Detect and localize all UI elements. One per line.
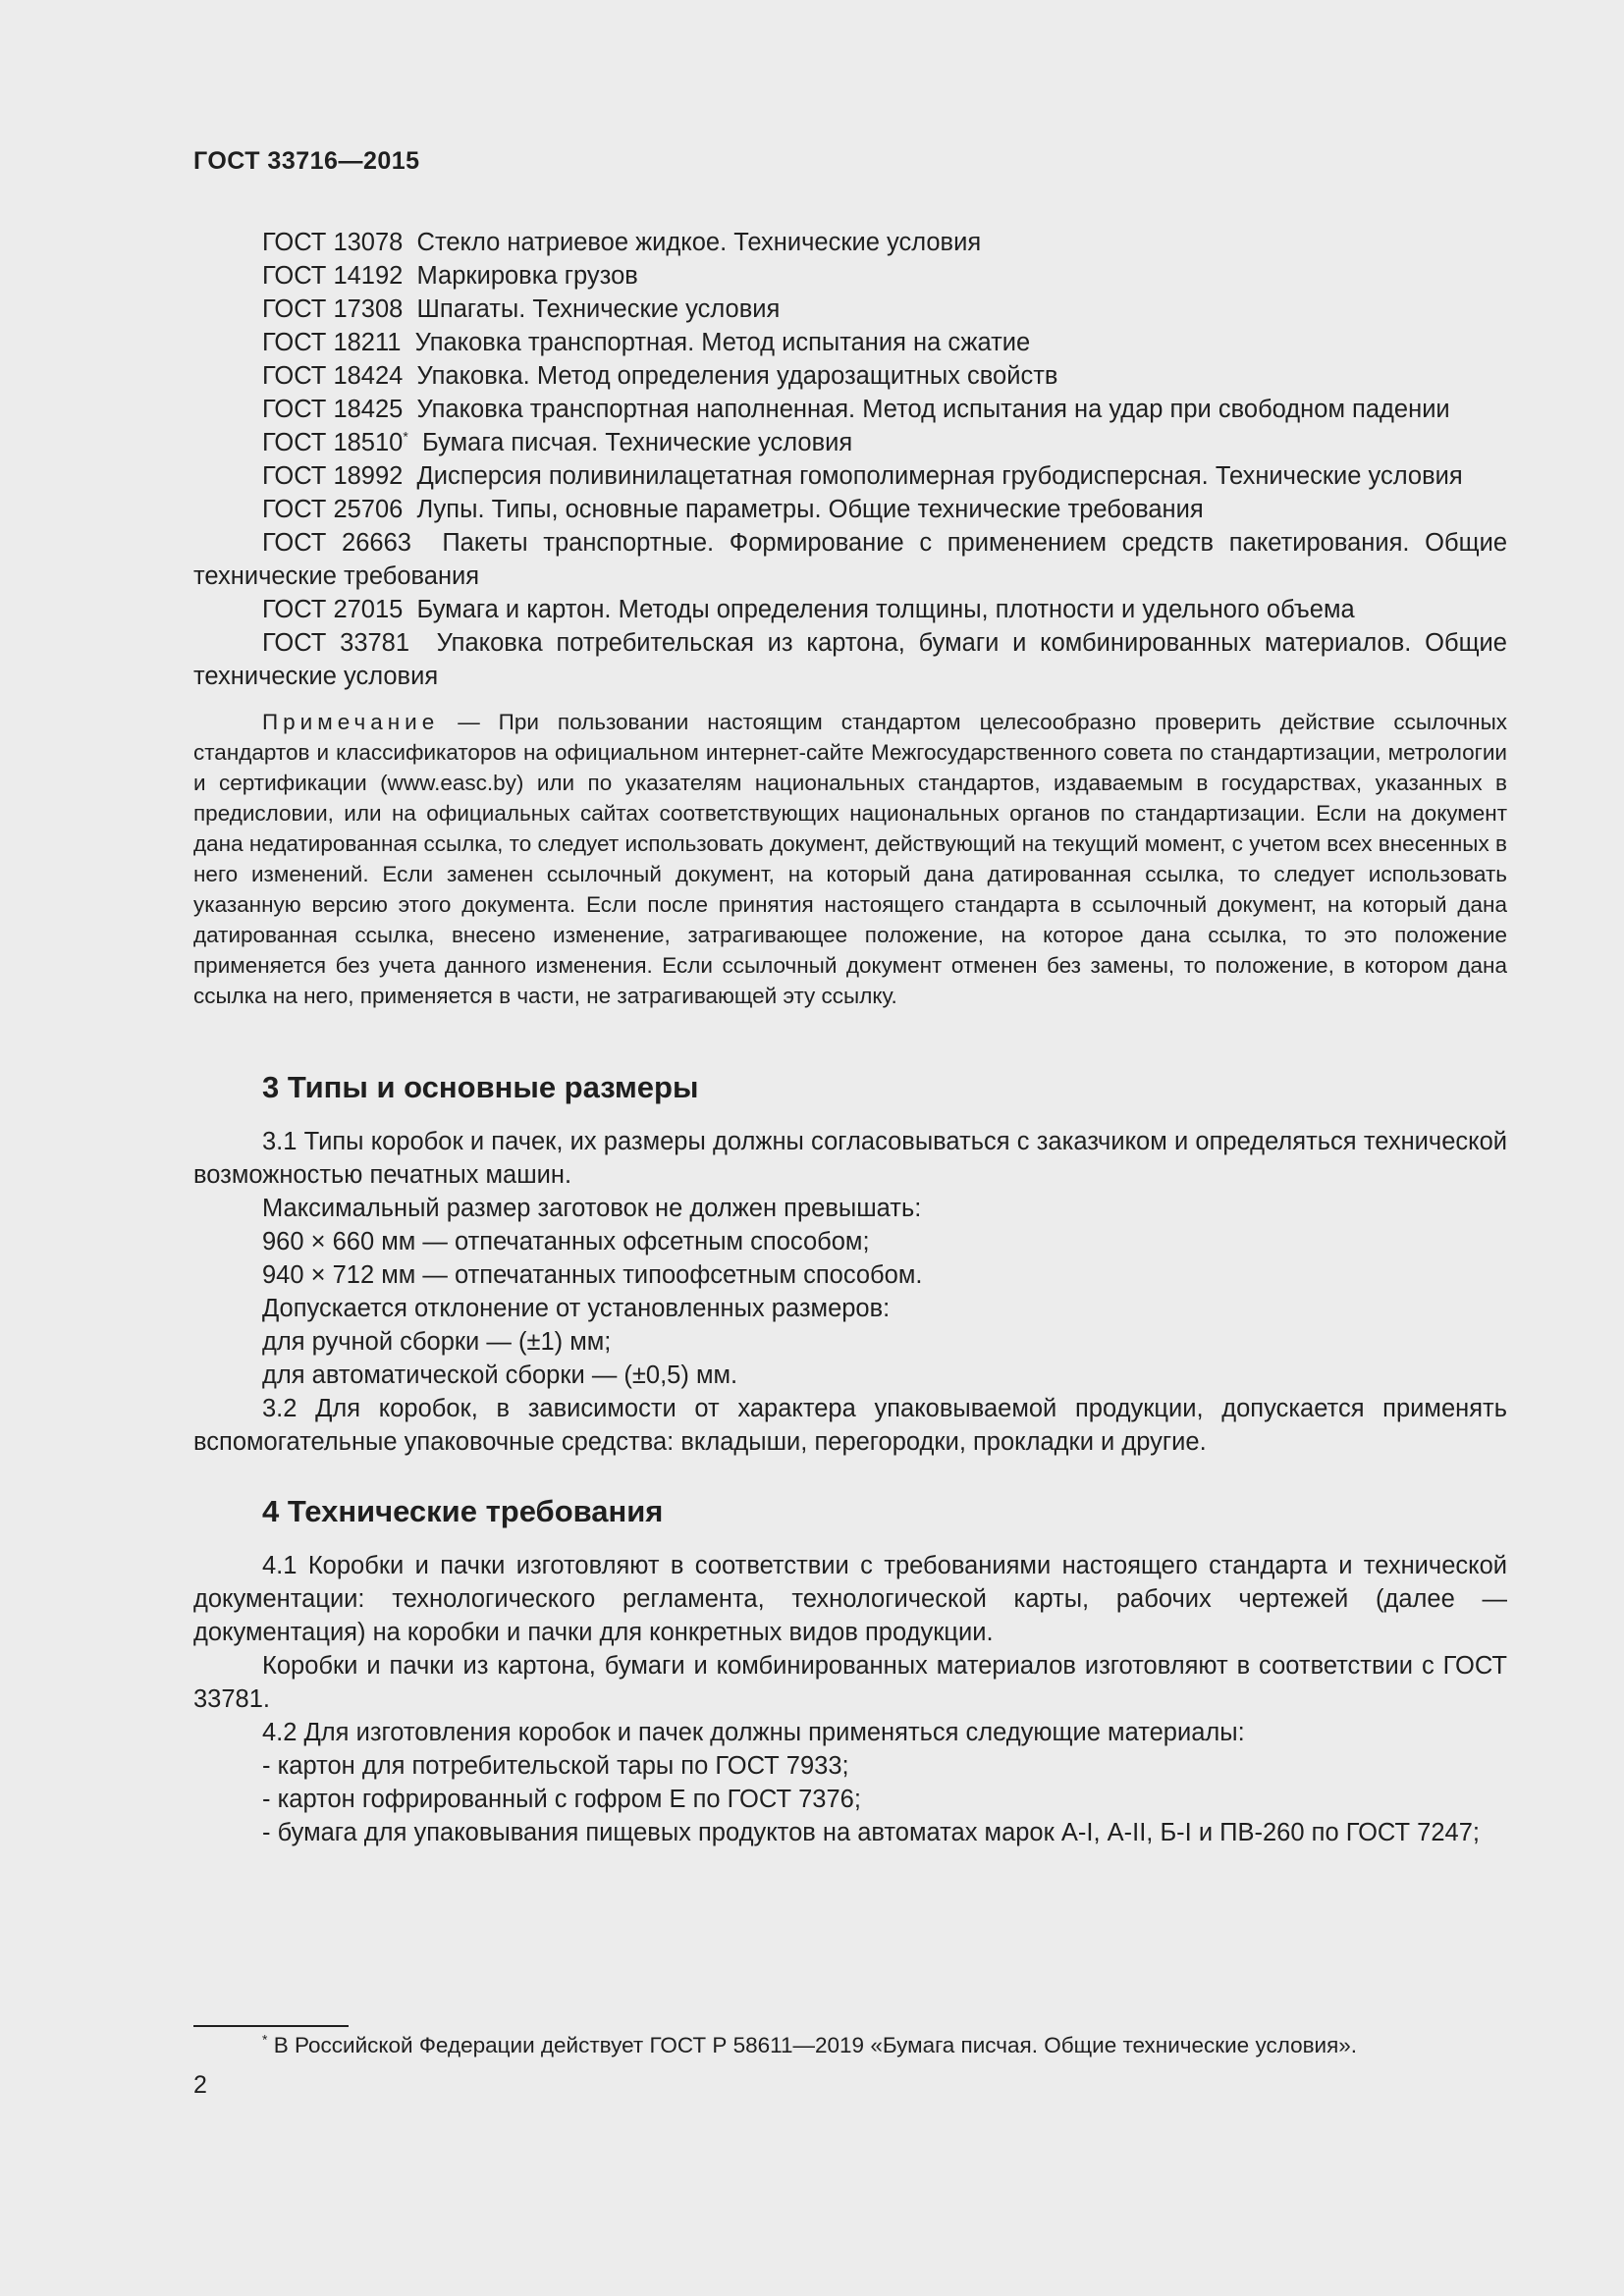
reference-item — [193, 459, 1507, 493]
reference-item — [193, 493, 1507, 526]
reference-code: ГОСТ 33781 — [262, 629, 410, 657]
footnote-text: В Российской Федерации действует ГОСТ Р 58611—2019 «Бумага писчая. Общие технические условия». — [273, 2033, 1358, 2057]
reference-code: ГОСТ 18211 — [262, 329, 402, 356]
references-list — [193, 226, 1507, 693]
section-4-title: 4 Технические требования — [262, 1494, 664, 1528]
document-header: ГОСТ 33716—2015 — [193, 147, 420, 175]
reference-text: Лупы. Типы, основные параметры. Общие технические требования — [416, 496, 1204, 523]
reference-code: ГОСТ 18510 — [262, 429, 404, 456]
reference-text: Упаковка транспортная наполненная. Метод испытания на удар при свободном падении — [416, 396, 1450, 423]
reference-text: Пакеты транспортные. Формирование с применением средств пакетирования. Общие технические требования — [193, 529, 1508, 590]
reference-code: ГОСТ 27015 — [262, 596, 404, 623]
reference-text: Бумага и картон. Методы определения толщины, плотности и удельного объема — [416, 596, 1355, 623]
reference-item — [193, 293, 1507, 326]
footnote-marker: * — [262, 2031, 268, 2048]
page-number: 2 — [193, 2071, 207, 2099]
reference-code: ГОСТ 14192 — [262, 262, 404, 290]
reference-text: Стекло натриевое жидкое. Технические условия — [416, 229, 982, 256]
reference-code: ГОСТ 17308 — [262, 295, 404, 323]
reference-item — [193, 359, 1507, 393]
section-3-title: 3 Типы и основные размеры — [262, 1070, 699, 1104]
reference-item — [193, 626, 1507, 693]
note-text: — При пользовании настоящим стандартом целесообразно проверить действие ссылочных стандартов и классификаторов на официальном интернет-сайте Межгосударственного совета по стандартизации, метрологии и сертификации (www.easc.by) или по указателям национальных стандартов, издаваемым в государствах, указанных в предисловии, или на официальных сайтах соответствующих национальных органов по стандартизации. Если на документ дана недатированная ссылка, то следует использовать документ, действующий на текущий момент, с учетом всех внесенных в него изменений. Если заменен ссылочный документ, на который дана датированная ссылка, то следует использовать указанную версию этого документа. Если после принятия настоящего стандарта в ссылочный документ, на который дана датированная ссылка, внесено изменение, затрагивающее положение, на которое дана ссылка, то это положение применяется без учета данного изменения. Если ссылочный документ отменен без замены, то положение, в котором дана ссылка на него, применяется в части, не затрагивающей эту ссылку. — [193, 710, 1507, 1008]
reference-code: ГОСТ 26663 — [262, 529, 411, 557]
paragraph: 3.1 Типы коробок и пачек, их размеры должны согласовываться с заказчиком и определяться технической возможностью печатных машин. — [193, 1128, 1507, 1189]
reference-text: Маркировка грузов — [416, 262, 638, 290]
reference-text: Упаковка транспортная. Метод испытания на сжатие — [414, 329, 1031, 356]
paragraph: 940 × 712 мм — отпечатанных типоофсетным способом. — [262, 1261, 923, 1289]
reference-item — [193, 593, 1507, 626]
list-item: - бумага для упаковывания пищевых продуктов на автоматах марок А-I, А-II, Б-I и ПВ-260 по ГОСТ 7247; — [262, 1819, 1480, 1846]
paragraph: 960 × 660 мм — отпечатанных офсетным способом; — [262, 1228, 870, 1255]
paragraph: Коробки и пачки из картона, бумаги и комбинированных материалов изготовляют в соответствии с ГОСТ 33781. — [193, 1652, 1507, 1713]
reference-code: ГОСТ 18424 — [262, 362, 404, 390]
paragraph: 4.1 Коробки и пачки изготовляют в соответствии с требованиями настоящего стандарта и технической документации: технологического регламента, технологической карты, рабочих чертежей (далее — документация) на коробки и пачки для конкретных видов продукции. — [193, 1552, 1507, 1646]
reference-text: Дисперсия поливинилацетатная гомополимерная грубодисперсная. Технические условия — [416, 462, 1463, 490]
paragraph: 4.2 Для изготовления коробок и пачек должны применяться следующие материалы: — [262, 1719, 1245, 1746]
reference-text: Шпагаты. Технические условия — [416, 295, 781, 323]
reference-code: ГОСТ 25706 — [262, 496, 404, 523]
reference-code: ГОСТ 18992 — [262, 462, 404, 490]
reference-item — [193, 426, 1507, 459]
paragraph: Максимальный размер заготовок не должен превышать: — [262, 1195, 922, 1222]
paragraph: для автоматической сборки — (±0,5) мм. — [262, 1362, 738, 1389]
reference-code: ГОСТ 13078 — [262, 229, 404, 256]
reference-item — [193, 393, 1507, 426]
footnote-divider — [193, 2025, 349, 2027]
paragraph: для ручной сборки — (±1) мм; — [262, 1328, 612, 1356]
reference-item — [193, 326, 1507, 359]
reference-text: Упаковка. Метод определения ударозащитных свойств — [416, 362, 1058, 390]
reference-item — [193, 526, 1507, 593]
list-item: - картон гофрированный с гофром Е по ГОСТ 7376; — [262, 1786, 861, 1813]
reference-item — [193, 226, 1507, 259]
reference-text: Бумага писчая. Технические условия — [421, 429, 853, 456]
note-paragraph — [193, 707, 1507, 1011]
reference-text: Упаковка потребительская из картона, бумаги и комбинированных материалов. Общие технические условия — [193, 629, 1507, 690]
paragraph: 3.2 Для коробок, в зависимости от характера упаковываемой продукции, допускается применять вспомогательные упаковочные средства: вкладыши, перегородки, прокладки и другие. — [193, 1395, 1507, 1456]
document-body — [193, 226, 1507, 1849]
paragraph: Допускается отклонение от установленных размеров: — [262, 1295, 891, 1322]
list-item: - картон для потребительской тары по ГОСТ 7933; — [262, 1752, 849, 1780]
footnote-marker: * — [403, 428, 408, 445]
note-label: Примечание — [262, 710, 440, 734]
reference-code: ГОСТ 18425 — [262, 396, 404, 423]
footnote — [262, 2030, 1507, 2060]
reference-item — [193, 259, 1507, 293]
